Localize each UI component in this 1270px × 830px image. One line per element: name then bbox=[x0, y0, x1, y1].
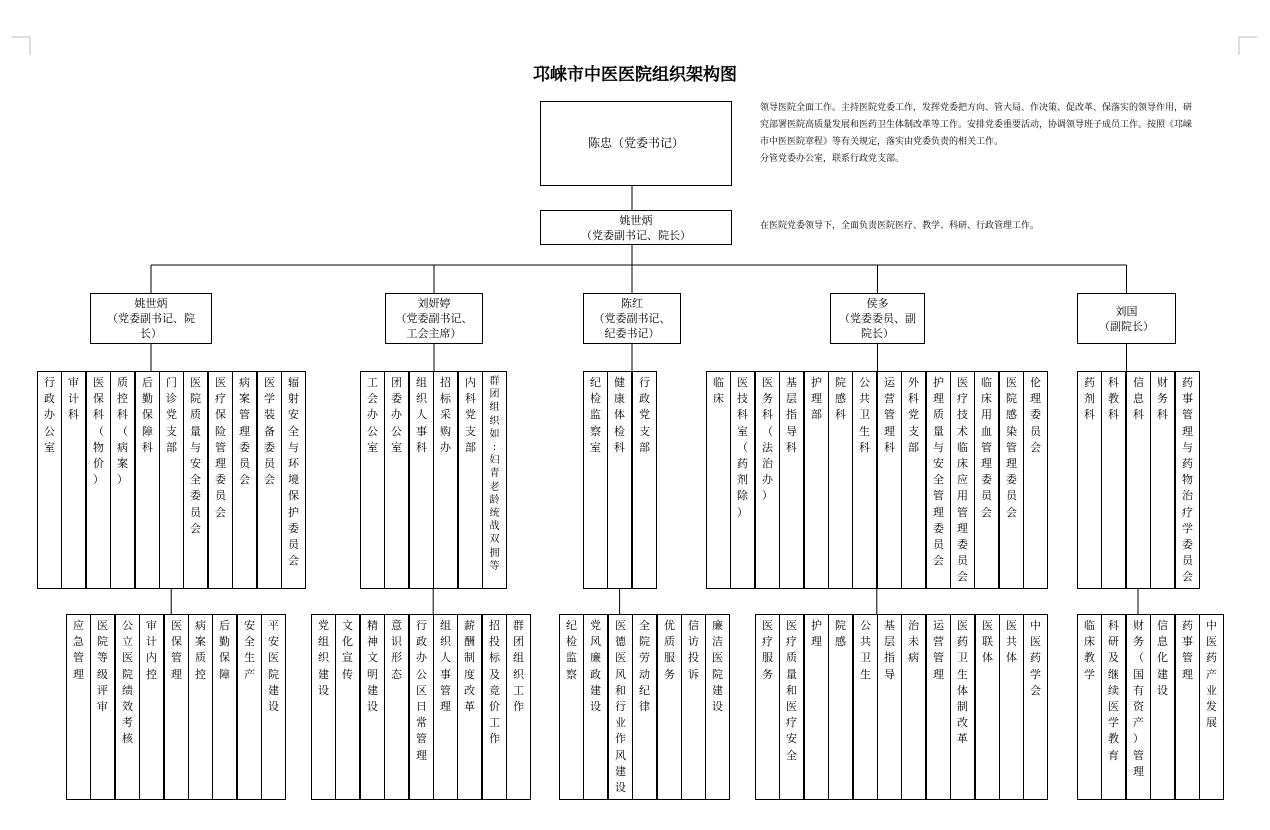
duty-box bbox=[1175, 614, 1200, 800]
duty-label: 行 政 办 公 区 日 常 管 理 bbox=[416, 619, 427, 762]
department-label: 信 息 科 bbox=[1133, 376, 1144, 422]
department-box bbox=[458, 371, 483, 589]
duty-label: 病 案 质 控 bbox=[195, 619, 206, 681]
department-box bbox=[779, 371, 804, 589]
duty-box bbox=[261, 614, 286, 800]
duty-label: 纪 检 监 察 bbox=[566, 619, 577, 681]
duty-box bbox=[583, 614, 608, 800]
department-label: 医 院 感 染 管 理 委 员 会 bbox=[1006, 376, 1017, 519]
duty-box bbox=[804, 614, 829, 800]
duty-label: 意 识 形 态 bbox=[391, 619, 402, 681]
department-label: 药 剂 科 bbox=[1084, 376, 1095, 422]
department-box bbox=[804, 371, 829, 589]
department-label: 病 案 管 理 委 员 会 bbox=[239, 376, 250, 487]
duty-label: 治 未 病 bbox=[908, 619, 919, 665]
duty-box bbox=[1077, 614, 1102, 800]
duty-box bbox=[559, 614, 584, 800]
duty-label: 中 医 药 学 会 bbox=[1030, 619, 1041, 697]
duty-box bbox=[828, 614, 853, 800]
duty-label: 财 务 （ 国 有 资 产 ） 管 理 bbox=[1133, 619, 1144, 778]
duty-box bbox=[409, 614, 434, 800]
department-box bbox=[852, 371, 877, 589]
leader-box: 刘国 （副院长） bbox=[1077, 293, 1176, 344]
department-box bbox=[409, 371, 434, 589]
duty-box bbox=[457, 614, 482, 800]
department-box bbox=[433, 371, 458, 589]
department-label: 质 控 科 （ 病 案 ） bbox=[117, 376, 128, 487]
duty-box bbox=[755, 614, 780, 800]
department-label: 招 标 采 购 办 bbox=[440, 376, 451, 454]
duty-label: 信 访 投 诉 bbox=[688, 619, 699, 681]
duty-label: 科 研 及 继 续 医 学 教 育 bbox=[1108, 619, 1119, 762]
department-label: 临 床 bbox=[713, 376, 724, 406]
duty-box bbox=[90, 614, 115, 800]
duty-label: 审 计 内 控 bbox=[146, 619, 157, 681]
department-box bbox=[999, 371, 1024, 589]
department-label: 纪 检 监 察 室 bbox=[590, 376, 601, 454]
department-box bbox=[482, 371, 507, 589]
duty-label: 运 营 管 理 bbox=[933, 619, 944, 681]
president-box: 姚世炳 （党委副书记、院长） bbox=[540, 210, 732, 245]
duty-box bbox=[901, 614, 926, 800]
duty-label: 医 共 体 bbox=[1006, 619, 1017, 665]
department-label: 外 科 党 支 部 bbox=[908, 376, 919, 454]
department-box bbox=[86, 371, 111, 589]
duty-label: 后 勤 保 障 bbox=[219, 619, 230, 681]
department-box bbox=[384, 371, 409, 589]
duty-box bbox=[482, 614, 507, 800]
duty-box bbox=[433, 614, 458, 800]
president-description: 在医院党委领导下，全面负责医院医疗、教学、科研、行政管理工作。 bbox=[760, 221, 1040, 231]
leader-box: 刘妍婷 （党委副书记、 工会主席） bbox=[385, 293, 483, 344]
duty-box bbox=[853, 614, 878, 800]
department-label: 工 会 办 公 室 bbox=[367, 376, 378, 454]
duty-label: 药 事 管 理 bbox=[1182, 619, 1193, 681]
secretary-contacts: 分管党委办公室，联系行政党支部。 bbox=[760, 154, 905, 164]
duty-box bbox=[608, 614, 633, 800]
duty-label: 中 医 药 产 业 发 展 bbox=[1206, 619, 1217, 730]
department-label: 医 疗 技 术 临 床 应 用 管 理 委 员 会 bbox=[957, 376, 968, 584]
duty-box bbox=[705, 614, 730, 800]
department-label: 运 营 管 理 科 bbox=[884, 376, 895, 454]
department-label: 院 感 科 bbox=[835, 376, 846, 422]
duty-box bbox=[632, 614, 657, 800]
duty-label: 招 投 标 及 竞 价 工 作 bbox=[489, 619, 500, 746]
duty-box bbox=[877, 614, 902, 800]
duty-label: 平 安 医 院 建 设 bbox=[268, 619, 279, 714]
duty-box bbox=[657, 614, 682, 800]
duty-box bbox=[506, 614, 531, 800]
department-label: 审 计 科 bbox=[68, 376, 79, 422]
duty-box bbox=[950, 614, 975, 800]
department-box bbox=[257, 371, 282, 589]
duty-label: 党 组 织 建 设 bbox=[318, 619, 329, 697]
department-label: 组 织 人 事 科 bbox=[416, 376, 427, 454]
page-title: 邛崃市中医医院组织架构图 bbox=[533, 65, 737, 85]
department-box bbox=[901, 371, 926, 589]
department-box bbox=[360, 371, 385, 589]
department-label: 财 务 科 bbox=[1157, 376, 1168, 422]
duty-label: 文 化 宣 传 bbox=[342, 619, 353, 681]
duty-box bbox=[360, 614, 385, 800]
department-box bbox=[232, 371, 257, 589]
duty-label: 医 疗 质 量 和 医 疗 安 全 bbox=[786, 619, 797, 762]
department-label: 健 康 体 检 科 bbox=[614, 376, 625, 454]
department-label: 门 诊 党 支 部 bbox=[166, 376, 177, 454]
duty-box bbox=[237, 614, 262, 800]
department-label: 公 共 卫 生 科 bbox=[859, 376, 870, 454]
duty-box bbox=[779, 614, 804, 800]
duty-label: 临 床 教 学 bbox=[1084, 619, 1095, 681]
department-label: 临 床 用 血 管 理 委 员 会 bbox=[981, 376, 992, 519]
duty-label: 全 院 劳 动 纪 律 bbox=[639, 619, 650, 714]
department-box bbox=[706, 371, 731, 589]
department-box bbox=[828, 371, 853, 589]
duty-box bbox=[311, 614, 336, 800]
duty-label: 医 院 等 级 评 审 bbox=[97, 619, 108, 714]
leader-box: 侯多 （党委委员、副 院长） bbox=[830, 293, 925, 344]
leader-box: 姚世炳 （党委副书记、院 长） bbox=[90, 293, 212, 344]
department-label: 后 勤 保 障 科 bbox=[142, 376, 153, 454]
duty-box bbox=[681, 614, 706, 800]
department-label: 医 院 质 量 与 安 全 委 员 会 bbox=[190, 376, 201, 535]
department-label: 行 政 党 支 部 bbox=[639, 376, 650, 454]
department-box bbox=[974, 371, 999, 589]
duty-label: 廉 洁 医 院 建 设 bbox=[712, 619, 723, 714]
department-box bbox=[926, 371, 951, 589]
duty-label: 医 疗 服 务 bbox=[762, 619, 773, 681]
department-label: 基 层 指 导 科 bbox=[786, 376, 797, 454]
duty-box bbox=[139, 614, 164, 800]
leader-box: 陈红 （党委副书记、 纪委书记） bbox=[583, 293, 681, 344]
duty-box bbox=[115, 614, 140, 800]
department-label: 护 理 部 bbox=[811, 376, 822, 422]
duty-label: 院 感 bbox=[835, 619, 846, 649]
duty-label: 党 风 廉 政 建 设 bbox=[590, 619, 601, 714]
duty-box bbox=[1150, 614, 1175, 800]
department-label: 药 事 管 理 与 药 物 治 疗 学 委 员 会 bbox=[1182, 376, 1193, 584]
department-box bbox=[208, 371, 233, 589]
duty-box bbox=[335, 614, 360, 800]
department-box bbox=[135, 371, 160, 589]
duty-box bbox=[188, 614, 213, 800]
department-box bbox=[281, 371, 306, 589]
duty-label: 公 共 卫 生 bbox=[860, 619, 871, 681]
secretary-description bbox=[760, 100, 1192, 168]
department-box bbox=[730, 371, 755, 589]
duty-box bbox=[164, 614, 189, 800]
department-label: 伦 理 委 员 会 bbox=[1030, 376, 1041, 454]
duty-label: 组 织 人 事 管 理 bbox=[440, 619, 451, 714]
department-box bbox=[1150, 371, 1175, 589]
duty-label: 薪 酬 制 度 改 革 bbox=[464, 619, 475, 714]
department-box bbox=[159, 371, 184, 589]
department-box bbox=[1077, 371, 1102, 589]
department-label: 行 政 办 公 室 bbox=[44, 376, 55, 454]
duty-box bbox=[999, 614, 1024, 800]
secretary-box: 陈忠（党委书记） bbox=[540, 101, 732, 186]
department-box bbox=[110, 371, 135, 589]
department-box bbox=[950, 371, 975, 589]
duty-label: 信 息 化 建 设 bbox=[1157, 619, 1168, 697]
department-box bbox=[1175, 371, 1200, 589]
duty-box bbox=[1023, 614, 1048, 800]
department-box bbox=[583, 371, 608, 589]
department-box bbox=[1101, 371, 1126, 589]
duty-box bbox=[212, 614, 237, 800]
department-label: 团 委 办 公 室 bbox=[391, 376, 402, 454]
duty-label: 应 急 管 理 bbox=[73, 619, 84, 681]
department-label: 群 团 组 织 如 : 妇 青 老 龄 统 战 双 拥 等 bbox=[489, 376, 500, 572]
department-box bbox=[1126, 371, 1151, 589]
department-box bbox=[755, 371, 780, 589]
department-box bbox=[61, 371, 86, 589]
secretary-duties: 领导医院全面工作。主持医院党委工作，发挥党委把方向、管大局、作决策、促改革、保落实的领导作用，研究部署医院高质量发展和医药卫生体制改革等工作。安排党委重要活动，协调领导班子成员工作。按照《邛崃市中医医院章程》等有关规定，落实由党委负责的相关工作。 bbox=[760, 103, 1193, 147]
duty-label: 医 德 医 风 和 行 业 作 风 建 设 bbox=[615, 619, 626, 795]
department-label: 医 技 科 室 （ 药 剂 除 ） bbox=[737, 376, 748, 519]
duty-box bbox=[1101, 614, 1126, 800]
duty-box bbox=[975, 614, 1000, 800]
department-label: 医 学 装 备 委 员 会 bbox=[264, 376, 275, 487]
department-box bbox=[877, 371, 902, 589]
duty-label: 精 神 文 明 建 设 bbox=[367, 619, 378, 714]
department-box bbox=[632, 371, 657, 589]
duty-label: 护 理 bbox=[811, 619, 822, 649]
department-box bbox=[183, 371, 208, 589]
duty-label: 基 层 指 导 bbox=[884, 619, 895, 681]
duty-label: 医 联 体 bbox=[982, 619, 993, 665]
duty-label: 安 全 生 产 bbox=[244, 619, 255, 681]
department-label: 辐 射 安 全 与 环 境 保 护 委 员 会 bbox=[288, 376, 299, 568]
duty-box bbox=[1199, 614, 1224, 800]
duty-label: 群 团 组 织 工 作 bbox=[513, 619, 524, 714]
duty-box bbox=[384, 614, 409, 800]
department-label: 科 教 科 bbox=[1108, 376, 1119, 422]
duty-box bbox=[1126, 614, 1151, 800]
department-label: 护 理 质 量 与 安 全 管 理 委 员 会 bbox=[933, 376, 944, 568]
department-box bbox=[607, 371, 632, 589]
department-label: 医 务 科 （ 法 治 办 ） bbox=[762, 376, 773, 503]
department-label: 医 疗 保 险 管 理 委 员 会 bbox=[215, 376, 226, 519]
duty-label: 优 质 服 务 bbox=[664, 619, 675, 681]
duty-label: 医 保 管 理 bbox=[171, 619, 182, 681]
duty-box bbox=[66, 614, 91, 800]
department-box bbox=[1023, 371, 1048, 589]
department-box bbox=[37, 371, 62, 589]
duty-box bbox=[926, 614, 951, 800]
duty-label: 医 药 卫 生 体 制 改 革 bbox=[957, 619, 968, 746]
department-label: 内 科 党 支 部 bbox=[465, 376, 476, 454]
duty-label: 公 立 医 院 绩 效 考 核 bbox=[122, 619, 133, 746]
department-label: 医 保 科 （ 物 价 ） bbox=[93, 376, 104, 487]
